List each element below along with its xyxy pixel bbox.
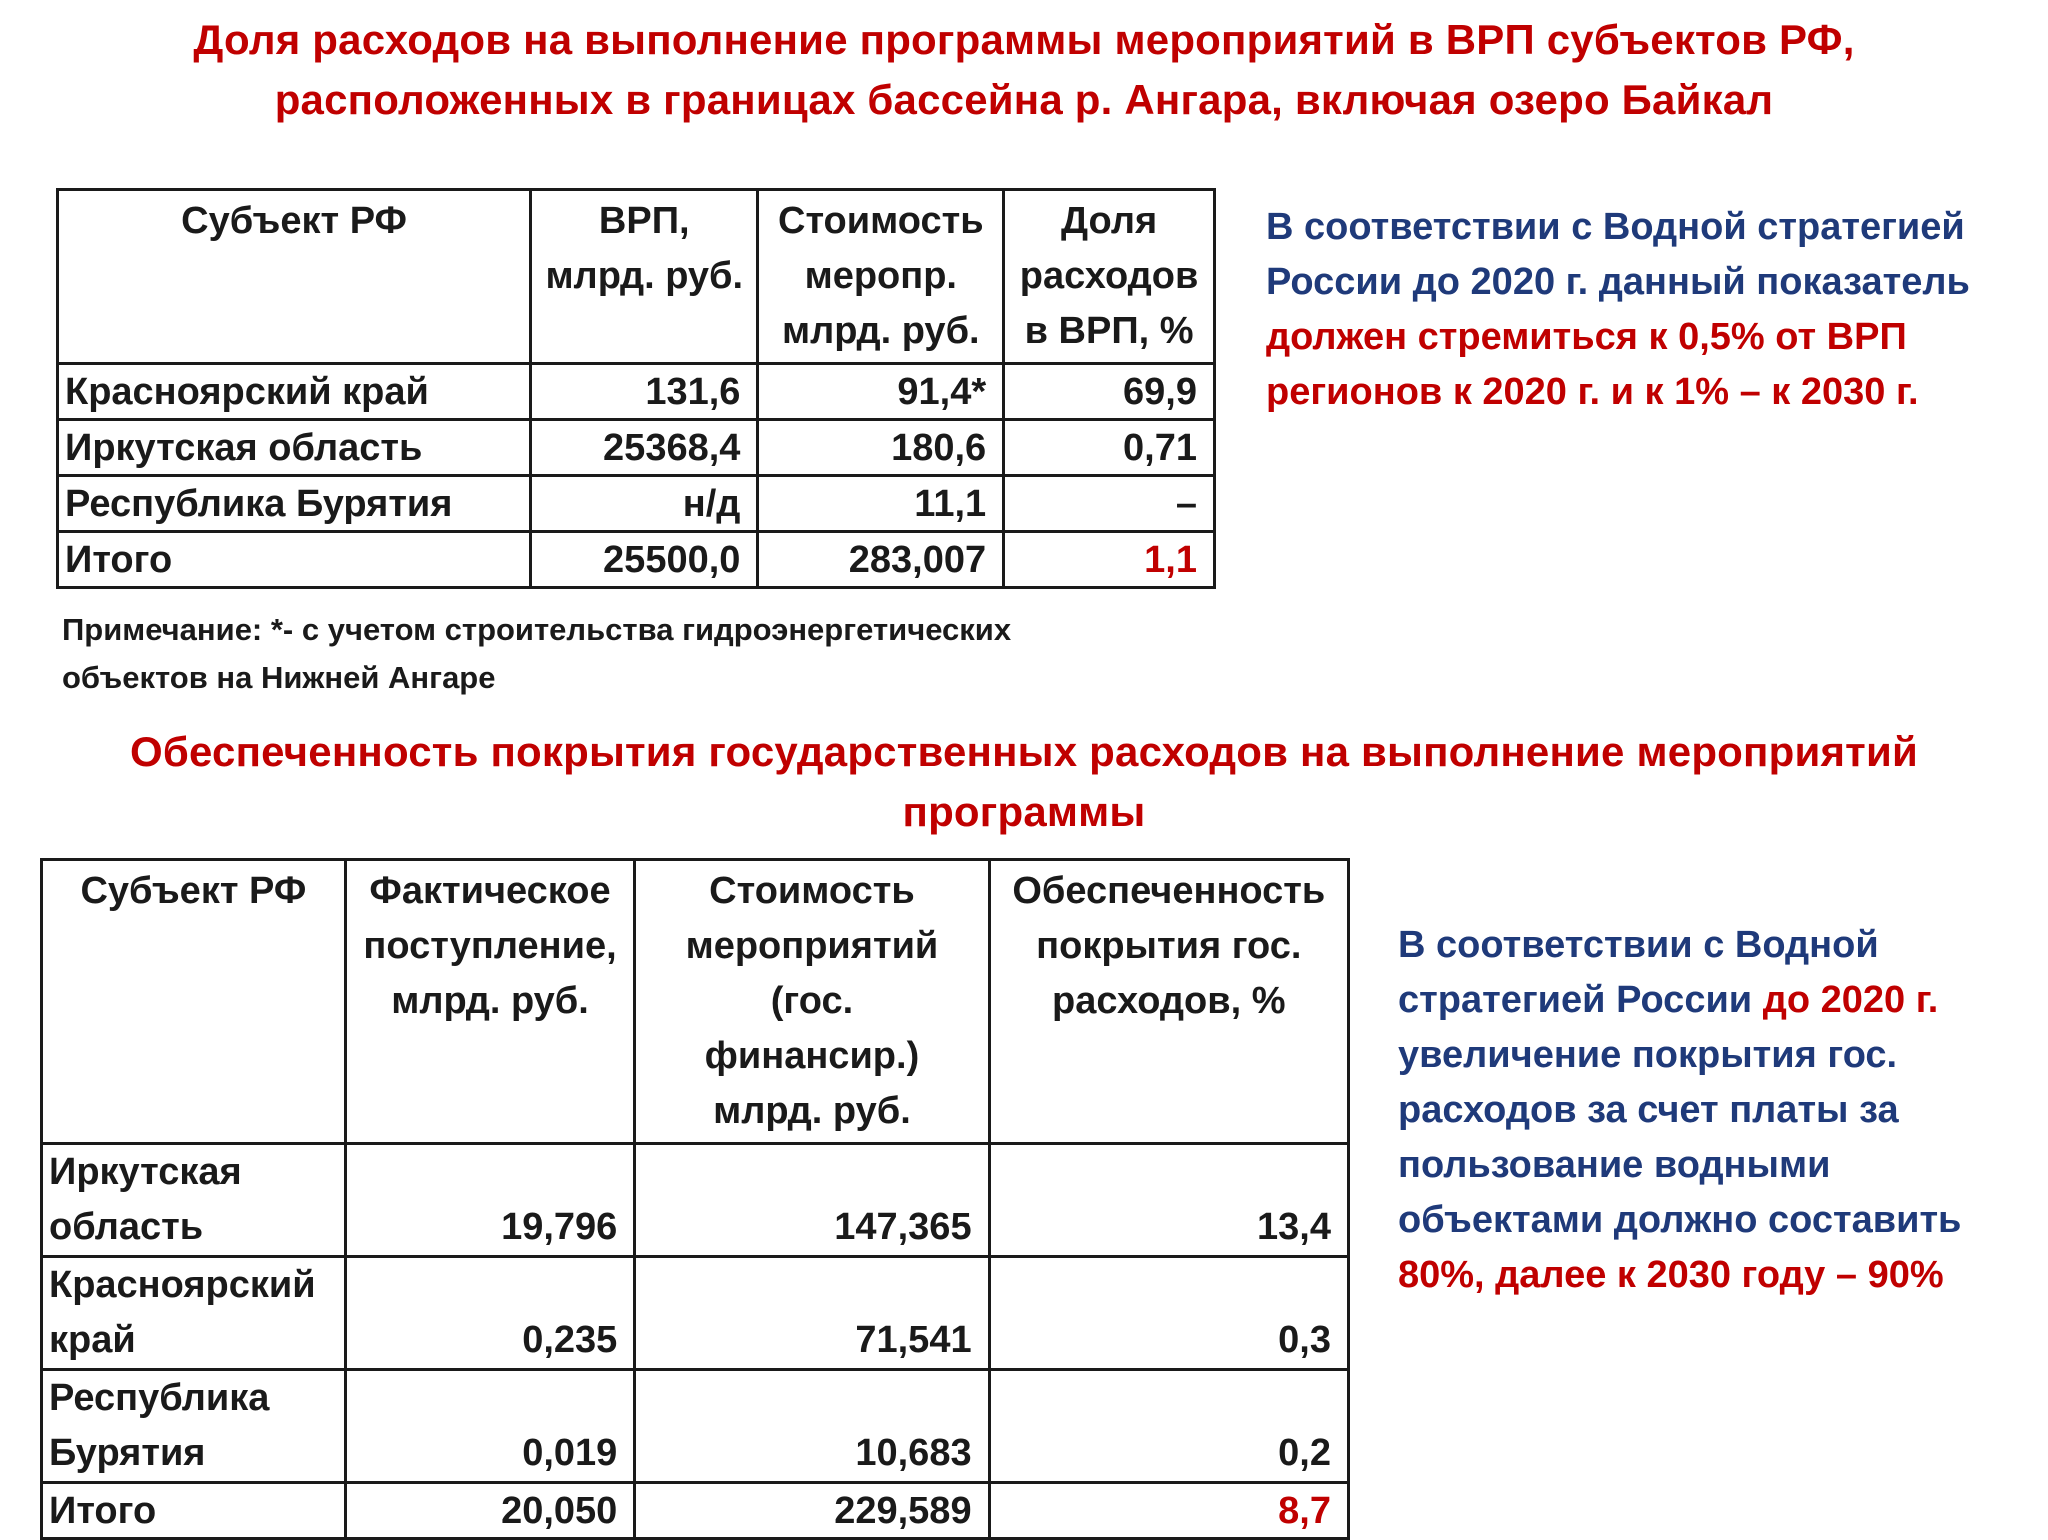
cell-actual: 20,050 [345,1483,635,1539]
vrp-share-table [56,188,1216,589]
cell-actual: 0,019 [345,1370,635,1483]
cell-actual: 0,235 [345,1257,635,1370]
cell-cost: 147,365 [635,1144,989,1257]
cell-vrp: 131,6 [531,364,758,420]
cell-share: 0,71 [1004,420,1215,476]
cell-subject: Итого [58,532,531,588]
cell-cost: 283,007 [758,532,1004,588]
strategy-note-vrp: В соответствии с Водной стратегией России до 2020 г. данный показатель должен стремиться к 0,5% от ВРП регионов к 2020 г. и к 1% – к 2030 г. [1266,206,1970,413]
cell-subject: Иркутская область [42,1144,346,1257]
strategy-note-coverage: В соответствии с Водной стратегией России до 2020 г. увеличение покрытия гос. расходов за счет платы за пользование водными объектами должно составить 80%, далее к 2030 году – 90% [1398,924,1962,1296]
header-subject: Субъект РФ [42,860,346,1144]
table-row [42,1257,1349,1370]
table-footnote: Примечание: *- с учетом строительства гидроэнергетических объектов на Нижней Ангаре [62,612,1012,695]
table-header-row [58,190,1215,364]
cell-actual: 19,796 [345,1144,635,1257]
cell-subject: Итого [42,1483,346,1539]
section-title: Обеспеченность покрытия государственных расходов на выполнение мероприятий программы [130,728,1918,835]
cell-subject: Республика Бурятия [58,476,531,532]
cell-coverage-total: 8,7 [989,1483,1348,1539]
cell-share-total: 1,1 [1004,532,1215,588]
cell-coverage: 0,3 [989,1257,1348,1370]
table-row [58,364,1215,420]
main-title-line1: Доля расходов на выполнение программы мероприятий в ВРП субъектов РФ, [193,16,1855,63]
cell-cost: 71,541 [635,1257,989,1370]
table-total-row [58,532,1215,588]
cell-coverage: 0,2 [989,1370,1348,1483]
table-row [58,420,1215,476]
header-cost: Стоимость меропр. млрд. руб. [758,190,1004,364]
cell-vrp: н/д [531,476,758,532]
header-coverage: Обеспеченность покрытия гос. расходов, % [989,860,1348,1144]
header-actual: Фактическое поступление, млрд. руб. [345,860,635,1144]
table-header-row [42,860,1349,1144]
cell-cost: 180,6 [758,420,1004,476]
cell-subject: Красноярский край [42,1257,346,1370]
cell-subject: Красноярский край [58,364,531,420]
cell-coverage: 13,4 [989,1144,1348,1257]
cell-share: – [1004,476,1215,532]
cell-cost: 11,1 [758,476,1004,532]
table-total-row [42,1483,1349,1539]
main-title [40,10,2008,130]
header-cost: Стоимость мероприятий (гос. финансир.) млрд. руб. [635,860,989,1144]
cell-share: 69,9 [1004,364,1215,420]
cell-vrp: 25500,0 [531,532,758,588]
table-row [42,1370,1349,1483]
cell-vrp: 25368,4 [531,420,758,476]
cell-subject: Республика Бурятия [42,1370,346,1483]
header-vrp: ВРП, млрд. руб. [531,190,758,364]
cell-cost: 91,4* [758,364,1004,420]
table-row [58,476,1215,532]
cell-subject: Иркутская область [58,420,531,476]
header-share: Доля расходов в ВРП, % [1004,190,1215,364]
header-subject: Субъект РФ [58,190,531,364]
table-row [42,1144,1349,1257]
coverage-table [40,858,1350,1540]
cell-cost: 10,683 [635,1370,989,1483]
main-title-line2: расположенных в границах бассейна р. Ангара, включая озеро Байкал [274,76,1774,123]
cell-cost: 229,589 [635,1483,989,1539]
